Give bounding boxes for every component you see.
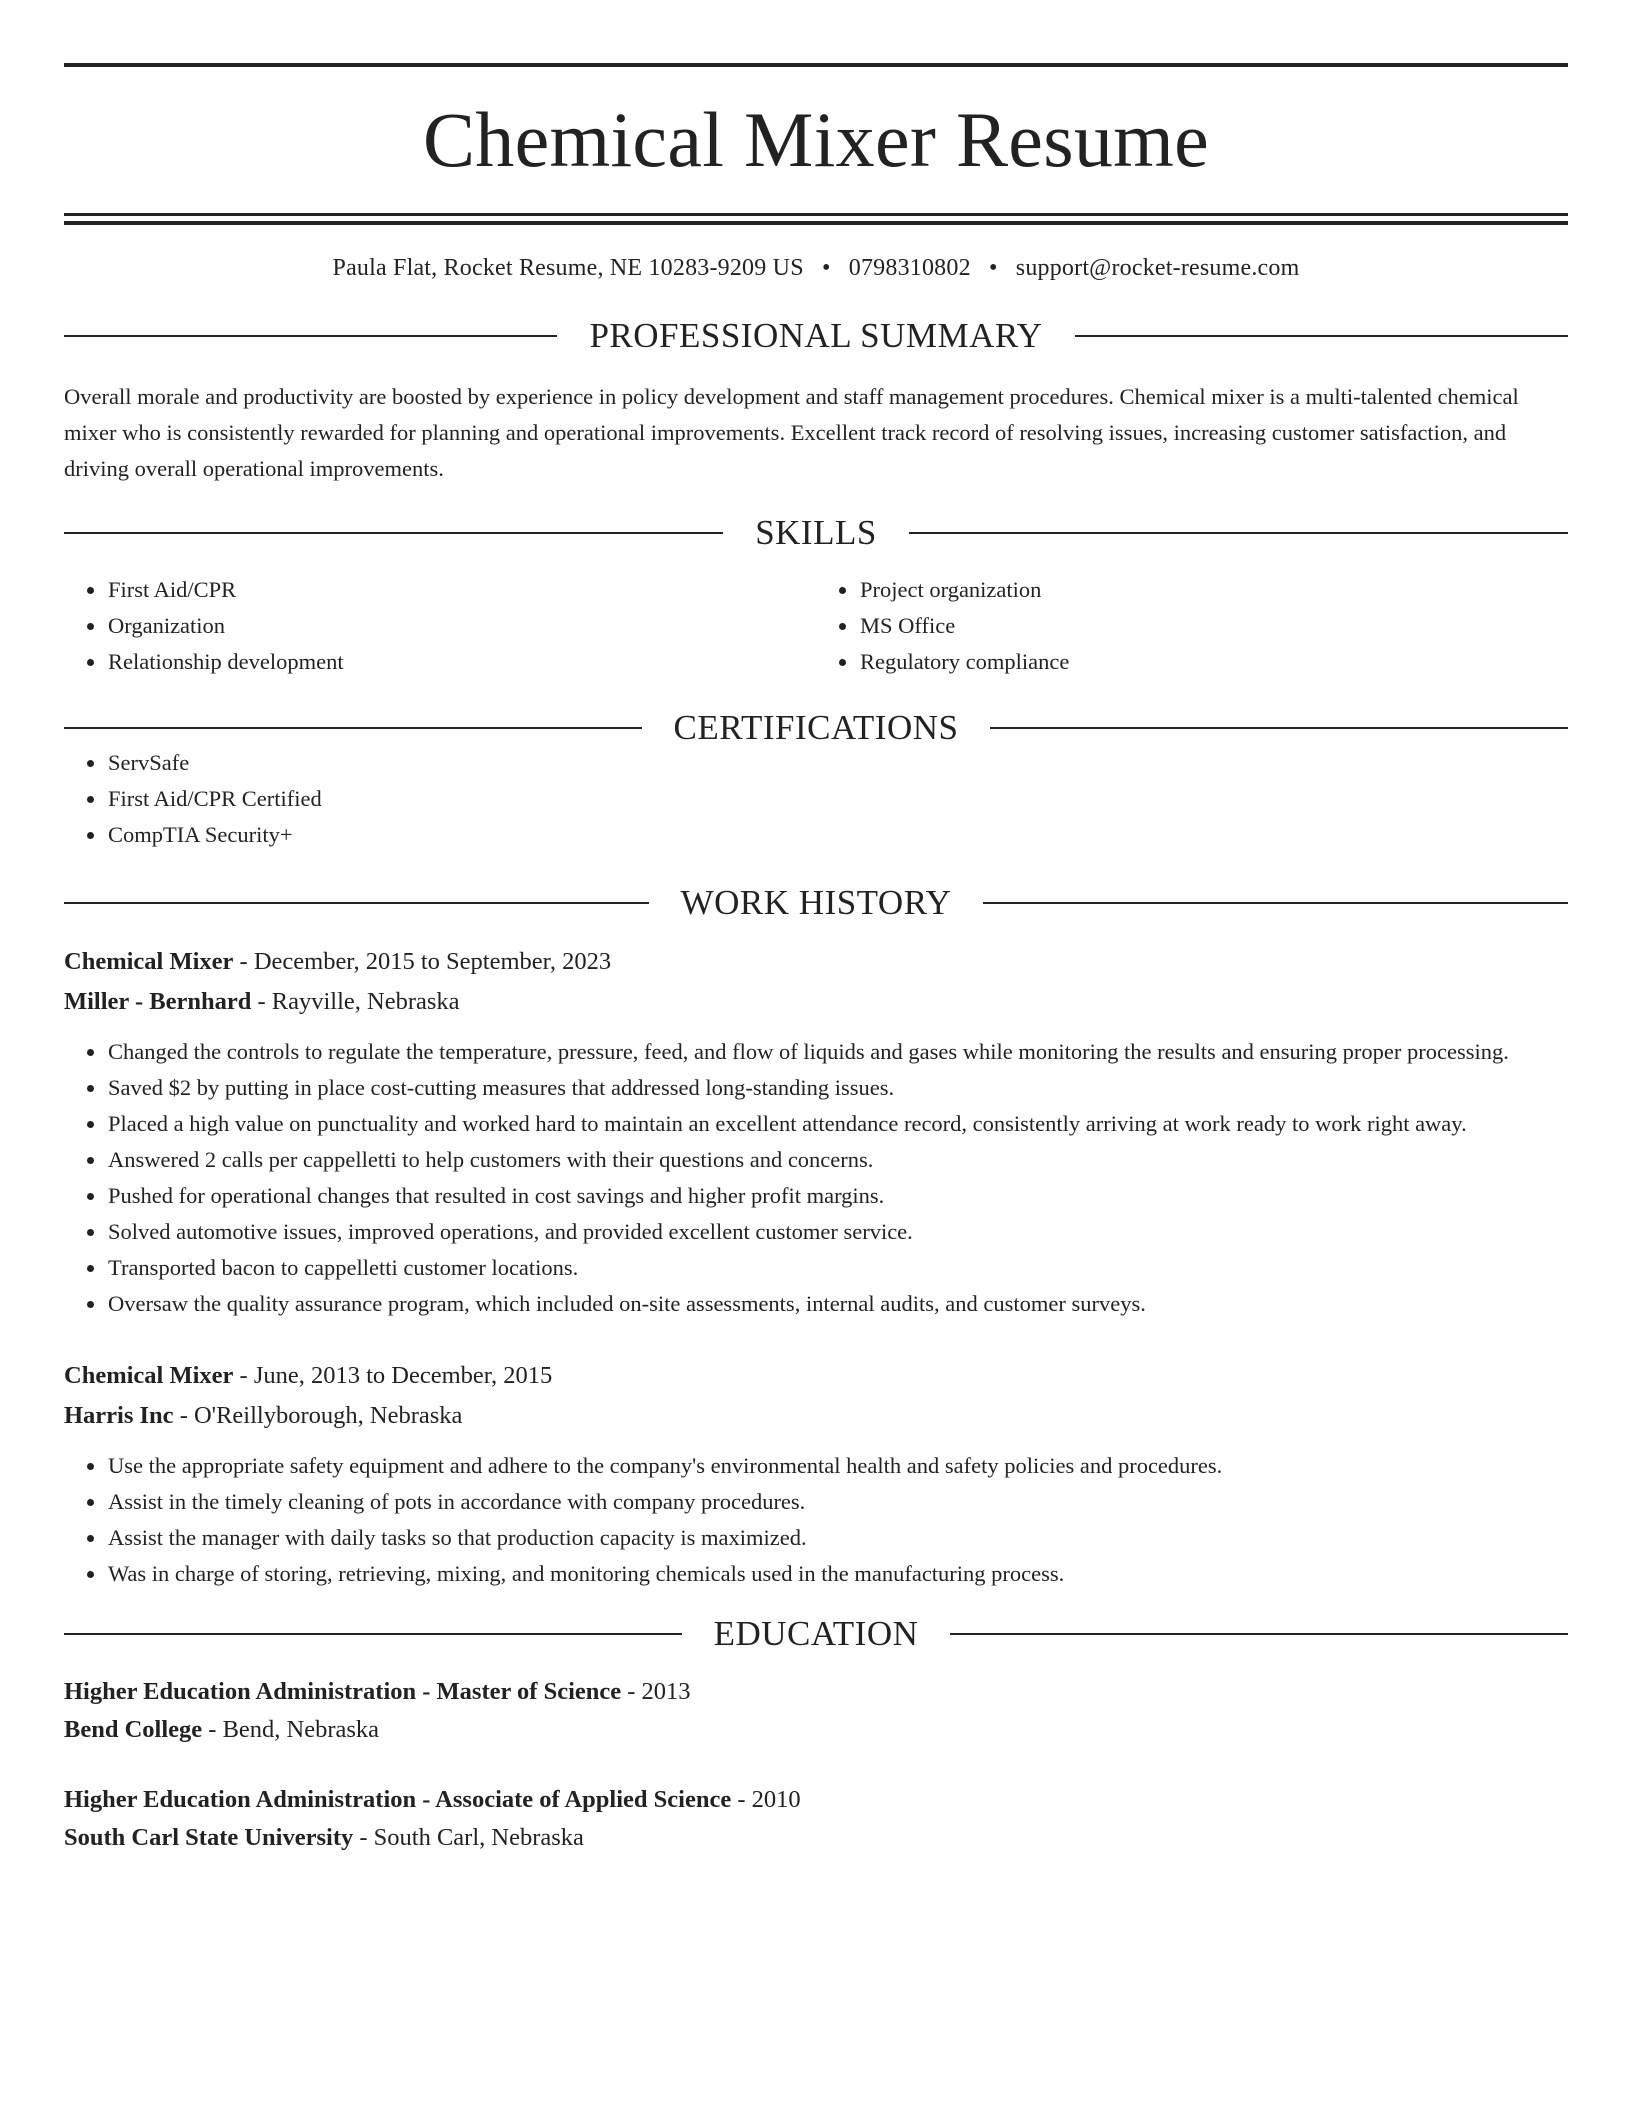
skill-item: • Project organization [859, 572, 1568, 608]
summary-section-heading [64, 318, 1568, 353]
job-dates: - June, 2013 to December, 2015 [233, 1362, 553, 1389]
job-location: - O'Reillyborough, Nebraska [173, 1402, 463, 1429]
contact-separator: • [821, 255, 831, 281]
degree-line [64, 1781, 1568, 1819]
education-section-heading [64, 1616, 1568, 1651]
title-double-rule [64, 213, 1568, 225]
degree-year: - 2010 [731, 1786, 801, 1813]
skills-grid [64, 572, 1568, 680]
skill-item: • Relationship development [107, 644, 816, 680]
contact-address: Paula Flat, Rocket Resume, NE 10283-9209 US [332, 255, 804, 281]
degree-name: Higher Education Administration - Master of Science [64, 1678, 622, 1705]
job-duty: • Changed the controls to regulate the temperature, pressure, feed, and flow of liquids and gases while monitoring the results and ensuring proper processing. [107, 1034, 1568, 1070]
heading-rule-left [64, 1633, 682, 1635]
resume-title: Chemical Mixer Resume [422, 96, 1210, 183]
certifications-list [64, 745, 1568, 853]
heading-rule-left [64, 727, 642, 729]
heading-rule-right [990, 727, 1568, 729]
job-duty: • Pushed for operational changes that resulted in cost savings and higher profit margins. [107, 1178, 1568, 1214]
heading-rule-left [64, 335, 557, 337]
summary-text: Overall morale and productivity are boosted by experience in policy development and staff management procedures. Chemical mixer is a multi-talented chemical mixer who is consistently rewarded for planning and operational improvements. Excellent track record of resolving issues, increasing customer satisfaction, and driving overall operational improvements. [64, 384, 1519, 481]
certifications-heading: CERTIFICATIONS [673, 708, 959, 747]
job-duty: • Saved $2 by putting in place cost-cutting measures that addressed long-standing issues. [107, 1070, 1568, 1106]
heading-rule-left [64, 902, 649, 904]
skill-item: • MS Office [859, 608, 1568, 644]
job-company-line [64, 982, 1568, 1022]
degree-name: Higher Education Administration - Associate of Applied Science [64, 1786, 732, 1813]
heading-rule-left [64, 532, 723, 534]
education-heading: EDUCATION [713, 1614, 919, 1653]
degree-year: - 2013 [621, 1678, 691, 1705]
heading-rule-right [909, 532, 1568, 534]
school-line [64, 1819, 1568, 1857]
heading-rule-right [983, 902, 1568, 904]
work-heading: WORK HISTORY [680, 883, 952, 922]
skills-list-right [816, 572, 1568, 680]
education-entry [64, 1673, 1568, 1749]
job-duties-list [64, 1034, 1568, 1322]
certification-item: • ServSafe [107, 745, 1568, 781]
degree-line [64, 1673, 1568, 1711]
skill-item: • First Aid/CPR [107, 572, 816, 608]
skill-item: • Organization [107, 608, 816, 644]
contact-phone: 0798310802 [848, 255, 971, 281]
certifications-section-heading [64, 710, 1568, 745]
job-company: Miller - Bernhard [64, 988, 252, 1015]
school-location: - South Carl, Nebraska [353, 1824, 584, 1851]
job-title-line [64, 1356, 1568, 1396]
top-rule [64, 63, 1568, 67]
job-company-line [64, 1396, 1568, 1436]
job-duty: • Answered 2 calls per cappelletti to help customers with their questions and concerns. [107, 1142, 1568, 1178]
job-duty: • Was in charge of storing, retrieving, mixing, and monitoring chemicals used in the manufacturing process. [107, 1556, 1568, 1592]
job-duty: • Assist the manager with daily tasks so that production capacity is maximized. [107, 1520, 1568, 1556]
work-section-heading [64, 885, 1568, 920]
job-duty: • Oversaw the quality assurance program, which included on-site assessments, internal audits, and customer surveys. [107, 1286, 1568, 1322]
school-name: South Carl State University [64, 1824, 354, 1851]
skill-item: • Regulatory compliance [859, 644, 1568, 680]
job-duty: • Use the appropriate safety equipment and adhere to the company's environmental health and safety policies and procedures. [107, 1448, 1568, 1484]
job-entry [64, 1356, 1568, 1592]
certification-item: • First Aid/CPR Certified [107, 781, 1568, 817]
job-duty: • Assist in the timely cleaning of pots in accordance with company procedures. [107, 1484, 1568, 1520]
job-duty: • Placed a high value on punctuality and worked hard to maintain an excellent attendance record, consistently arriving at work ready to work right away. [107, 1106, 1568, 1142]
school-name: Bend College [64, 1716, 203, 1743]
contact-email: support@rocket-resume.com [1015, 255, 1300, 281]
heading-rule-right [1075, 335, 1568, 337]
education-entry [64, 1781, 1568, 1857]
job-location: - Rayville, Nebraska [251, 988, 460, 1015]
job-duty: • Solved automotive issues, improved operations, and provided excellent customer service. [107, 1214, 1568, 1250]
job-entry [64, 942, 1568, 1322]
job-duties-list [64, 1448, 1568, 1592]
school-line [64, 1711, 1568, 1749]
heading-rule-right [950, 1633, 1568, 1635]
contact-line [64, 255, 1568, 282]
skills-list-left [64, 572, 816, 680]
job-company: Harris Inc [64, 1402, 174, 1429]
school-location: - Bend, Nebraska [202, 1716, 380, 1743]
job-dates: - December, 2015 to September, 2023 [233, 948, 612, 975]
job-title-line [64, 942, 1568, 982]
skills-section-heading [64, 515, 1568, 550]
summary-heading: PROFESSIONAL SUMMARY [589, 316, 1043, 355]
certification-item: • CompTIA Security+ [107, 817, 1568, 853]
job-role: Chemical Mixer [64, 948, 234, 975]
job-duty: • Transported bacon to cappelletti customer locations. [107, 1250, 1568, 1286]
contact-separator: • [988, 255, 998, 281]
skills-heading: SKILLS [755, 513, 877, 552]
job-role: Chemical Mixer [64, 1362, 234, 1389]
